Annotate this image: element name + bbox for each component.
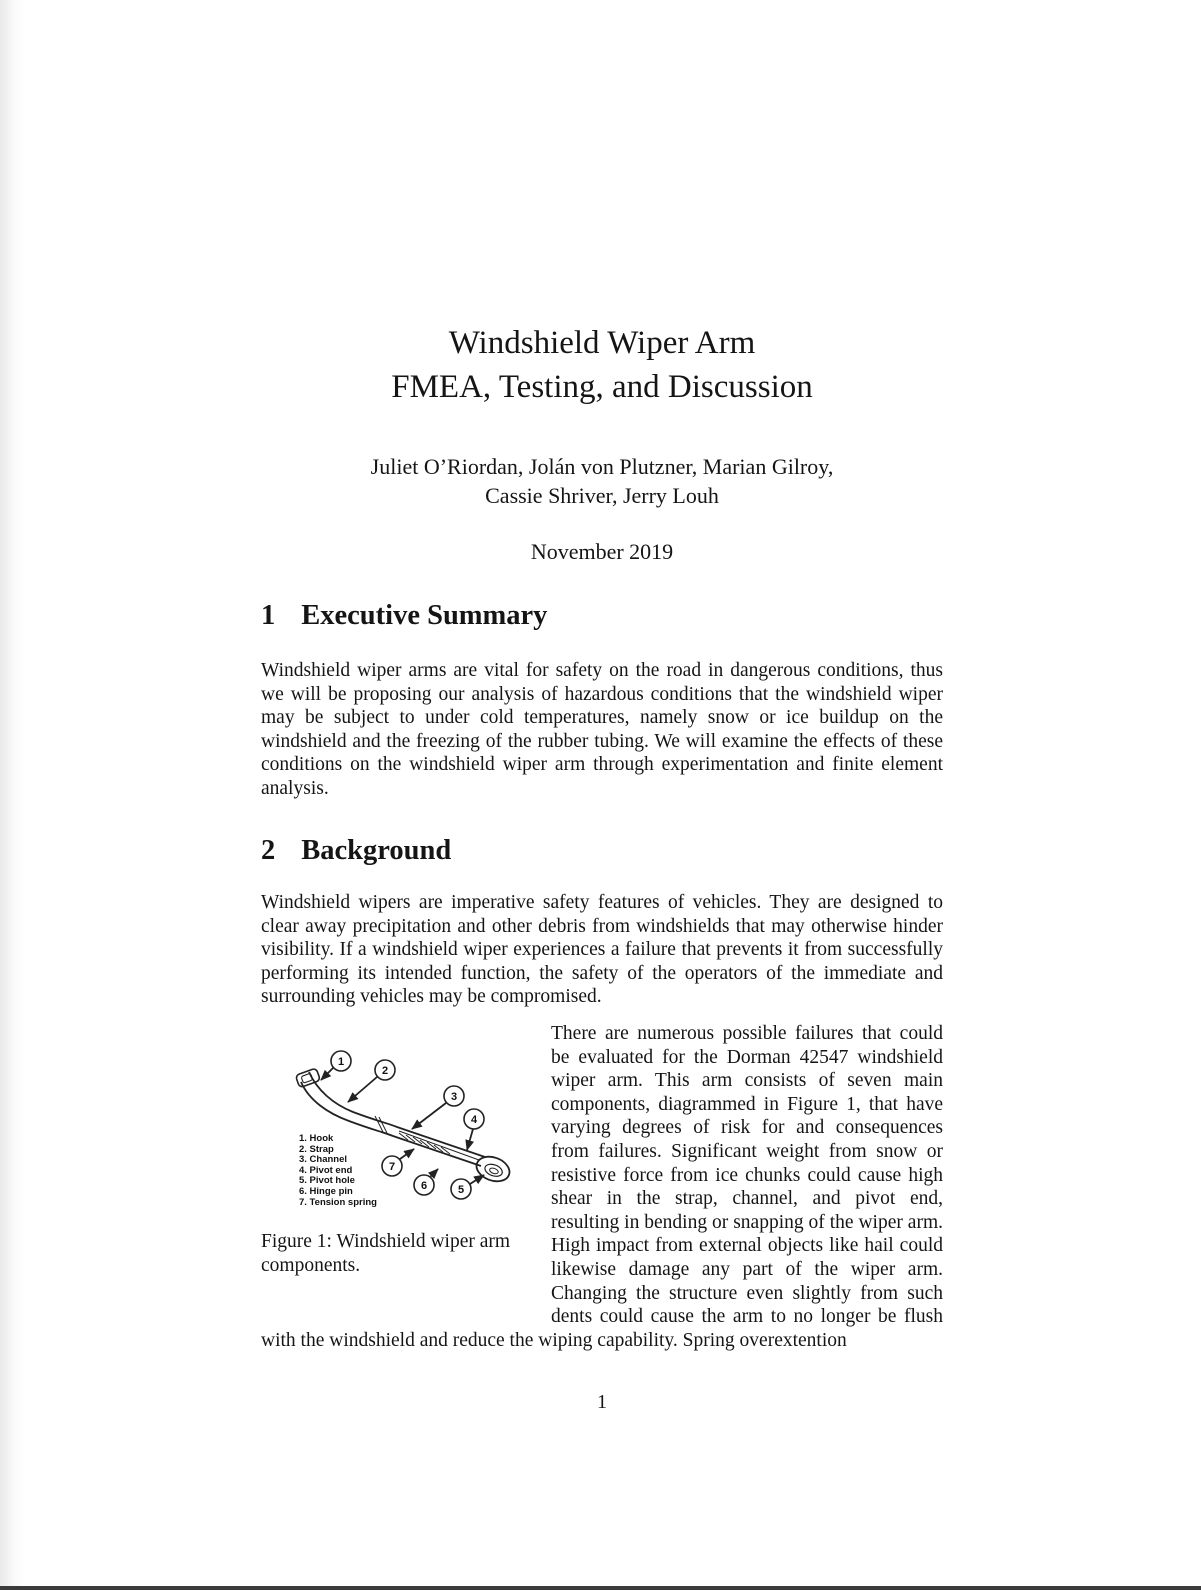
- section1-heading: [261, 599, 943, 633]
- callout-1-number: 1: [337, 1055, 345, 1068]
- legend-item-hook: 1. Hook: [299, 1132, 334, 1144]
- authors-line2: Cassie Shriver, Jerry Louh: [485, 483, 719, 508]
- section2-title: Background: [301, 835, 452, 866]
- section2-paragraph2: There are numerous possible failures that could be evaluated for the Dorman 42547 windshield wiper arm. This arm consists of seven main components, diagrammed in Figure 1, that have varying degrees of risk for and consequences from failures. Significant weight from snow or resistive force from ice chunks could cause high shear in the strap, channel, and pivot end, resulting in bending or snapping of the wiper arm. High impact from external objects like hail could likewise damage any part of the wiper arm. Changing the structure even slightly from such dents could cause the arm to no longer be flush with the windshield and reduce the wiping capability. Spring overextention: [261, 1022, 943, 1351]
- wiper-arm-diagram: [287, 1038, 547, 1210]
- page-number: 1: [597, 1391, 607, 1413]
- callout-1: [321, 1051, 351, 1080]
- callout-3: [412, 1086, 464, 1129]
- authors-block: [261, 452, 943, 510]
- section1-title: Executive Summary: [301, 600, 548, 631]
- callout-2-number: 2: [381, 1064, 389, 1077]
- section2-number: 2: [261, 835, 276, 866]
- callout-5: [451, 1175, 484, 1199]
- section1-paragraph: Windshield wiper arms are vital for safety on the road in dangerous conditions, thus we will be proposing our analysis of hazardous conditions that the windshield wiper may be subject to under cold temperatures, namely snow or ice buildup on the windshield and the freezing of the rubber tubing. We will examine the effects of these conditions on the windshield wiper arm through experimentation and finite element analysis.: [261, 660, 943, 799]
- callout-7: [382, 1149, 414, 1176]
- page-left-shadow: [0, 0, 26, 1590]
- callout-5-number: 5: [457, 1183, 465, 1196]
- section-background: [261, 834, 943, 1352]
- callout-7-number: 7: [388, 1160, 396, 1173]
- legend-item-pivot-hole: 5. Pivot hole: [299, 1174, 355, 1186]
- doc-title-line1: Windshield Wiper Arm: [448, 325, 756, 361]
- callout-2: [348, 1060, 395, 1102]
- doc-title-line2: FMEA, Testing, and Discussion: [391, 369, 813, 405]
- section2-heading: [261, 834, 943, 868]
- figure-text-wrap: [261, 1022, 943, 1352]
- legend-item-pivot-end: 4. Pivot end: [299, 1164, 353, 1176]
- section2-paragraph1: Windshield wipers are imperative safety features of vehicles. They are designed to clear away precipitation and other debris from windshields that may otherwise hinder visibility. If a windshield wiper experiences a failure that prevents it from successfully performing its intended function, the safety of the operators of the immediate and surrounding vehicles may be compromised.: [261, 892, 943, 1008]
- legend-item-tension-spring: 7. Tension spring: [299, 1196, 377, 1208]
- authors-line1: Juliet O’Riordan, Jolán von Plutzner, Marian Gilroy,: [370, 454, 834, 479]
- figure-legend: [299, 1133, 377, 1208]
- title-block: [261, 321, 943, 566]
- callout-4-number: 4: [470, 1113, 478, 1126]
- doc-date: November 2019: [530, 539, 674, 564]
- legend-item-strap: 2. Strap: [299, 1143, 334, 1155]
- legend-item-hinge-pin: 6. Hinge pin: [299, 1185, 353, 1197]
- page-bottom-edge: [0, 1586, 1201, 1590]
- figure-1-caption: Figure 1: Windshield wiper arm components.: [261, 1230, 511, 1276]
- callout-6-number: 6: [420, 1179, 428, 1192]
- section1-number: 1: [261, 600, 276, 631]
- figure-1: [261, 1022, 551, 1314]
- callout-4: [464, 1109, 484, 1150]
- section-executive-summary: [261, 599, 943, 801]
- pivot-end-part: [473, 1152, 513, 1185]
- legend-item-channel: 3. Channel: [299, 1153, 348, 1165]
- callout-6: [414, 1169, 438, 1195]
- callout-3-number: 3: [450, 1090, 458, 1103]
